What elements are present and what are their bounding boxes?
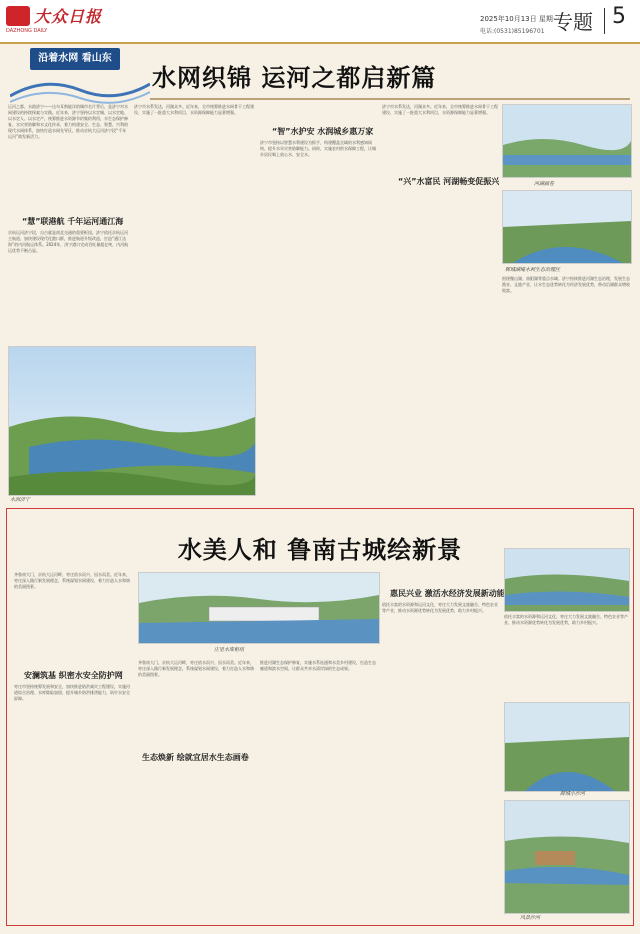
article2-text-2: 推进河湖生态保护修复，实施水系连通和水美乡村建设，打造生态廊道和滨水空间，让群众共享水清岸绿的生态成果。 [260, 660, 376, 671]
article2-text-col2: 齐鲁南大门，京杭大运河畔，枣庄依水而兴、因水而美。近年来，枣庄深入践行新发展理念，系统谋划水网建设，着力打造人水和谐的美丽图景。 [138, 660, 254, 677]
article2-text-1: 枣庄市坚持统筹发展和安全，加快推进防洪减灾工程建设，实施河道综合治理、水库除险加固，提升城乡防洪排涝能力，筑牢水安全屏障。 [14, 684, 130, 701]
article1-text-1: 京杭运河济宁段，自古就是南北交通的重要枢纽。济宁依托京杭运河主航道，加快建设现代化港口群，推进航道升级改造，打造“通江达海”的内河航运体系。2024年，济宁港口完成吞吐量超亿吨，内河航运优势不断凸显。 [8, 230, 129, 253]
column-badge: 沿着水网 看山东 [30, 48, 120, 70]
article2-photo-right1 [504, 548, 630, 612]
photo-caption: 庄里水库枢纽 [214, 647, 245, 653]
article1-subheading-2: “智”水护安 水润城乡惠万家 [272, 127, 374, 136]
photo-caption: 水润济宁 [10, 497, 31, 503]
page-number: 5 [612, 4, 626, 29]
article1-photo-right2 [502, 190, 632, 264]
issue-date: 2025年10月13日 星期一 [480, 15, 560, 23]
article2-intro: 齐鲁南大门，京杭大运河畔，枣庄依水而兴、因水而美。近年来，枣庄深入践行新发展理念，系统谋划水网建设，着力打造人水和谐的美丽图景。 [14, 572, 130, 589]
article2-headline: 水美人和 鲁南古城绘新景 [177, 536, 463, 564]
article2-subheading-1: 安澜筑基 织密水安全防护网 [24, 671, 123, 680]
photo-caption: 薛城小沙河 [560, 791, 586, 797]
article1-text-col5: 围绕微山湖、南阳湖等重点水域，济宁持续推进河湖生态治理，发展生态渔业、文旅产业，让水生态优势转化为经济发展优势，带动沿湖群众增收致富。 [502, 276, 630, 293]
contact-phone: 电话:(0531)85196701 [480, 28, 545, 35]
photo-caption: 风景沙河 [520, 915, 541, 921]
article1-text-col4: 济宁市水系发达，河湖众多。近年来，全市统筹推进水网骨干工程建设，实施了一批重大水利项目，水资源保障能力显著增强。 [382, 104, 498, 115]
article1-text-2: 济宁市坚持以智慧水利建设为抓手，构建覆盖全域的水利感知网络，提升水旱灾害防御能力。同时，实施农村供水保障工程，让城乡居民喝上放心水、安全水。 [260, 140, 376, 157]
article1-photo-right1 [502, 104, 632, 178]
article1-photo-main [8, 346, 256, 496]
article1-headline: 水网织锦 运河之都启新篇 [152, 64, 437, 92]
photo-caption: 河湖画卷 [534, 181, 555, 187]
newspaper-subtitle: DAZHONG DAILY [6, 28, 48, 34]
article1-text-col2: 济宁市水系发达，河湖众多。近年来，全市统筹推进水网骨干工程建设，实施了一批重大水利项目，水资源保障能力显著增强。 [134, 104, 254, 115]
article2-text-col5: 依托丰富的水资源和运河文化，枣庄大力发展文旅融合、特色农业等产业，推动水资源优势转化为发展优势，助力乡村振兴。 [504, 614, 628, 625]
article2-subheading-2: 生态焕新 绘就宜居水生态画卷 [142, 753, 249, 762]
article2-photo-right2 [504, 702, 630, 792]
article1-lead: 运河之都、水韵济宁——这句耳熟能详的城市名片背后，是济宁对水网建设的持续探索与实践。近年来，济宁坚持以水定城、以水定地、以水定人、以水定产，统筹推进水资源节约集约利用、水生态保护修复、水灾害防御和水文化传承，着力构建安全、生态、智慧、兴利的现代水网体系，加快打造水网先导区，推动京杭大运河济宁段“千年运河”焕发新活力。 [8, 104, 128, 139]
newspaper-title: 大众日报 [34, 7, 103, 26]
article2-subheading-3: 惠民兴业 激活水经济发展新动能 [390, 589, 505, 598]
masthead [0, 0, 640, 44]
article2-text-3: 依托丰富的水资源和运河文化，枣庄大力发展文旅融合、特色农业等产业，推动水资源优势转化为发展优势，助力乡村振兴。 [382, 602, 498, 613]
article1-subheading-3: “兴”水富民 河湖畅变促振兴 [398, 177, 500, 186]
article2-photo-right3 [504, 800, 630, 914]
section-name: 专题 [553, 10, 593, 34]
divider [604, 8, 605, 34]
article2-photo-main [138, 572, 380, 644]
divider [150, 98, 630, 100]
article1-subheading-1: “慧”联港航 千年运河通江海 [22, 217, 124, 226]
photo-caption: 鄄城湖堤水利生态治理区 [505, 267, 561, 273]
newspaper-logo-icon [6, 6, 30, 26]
